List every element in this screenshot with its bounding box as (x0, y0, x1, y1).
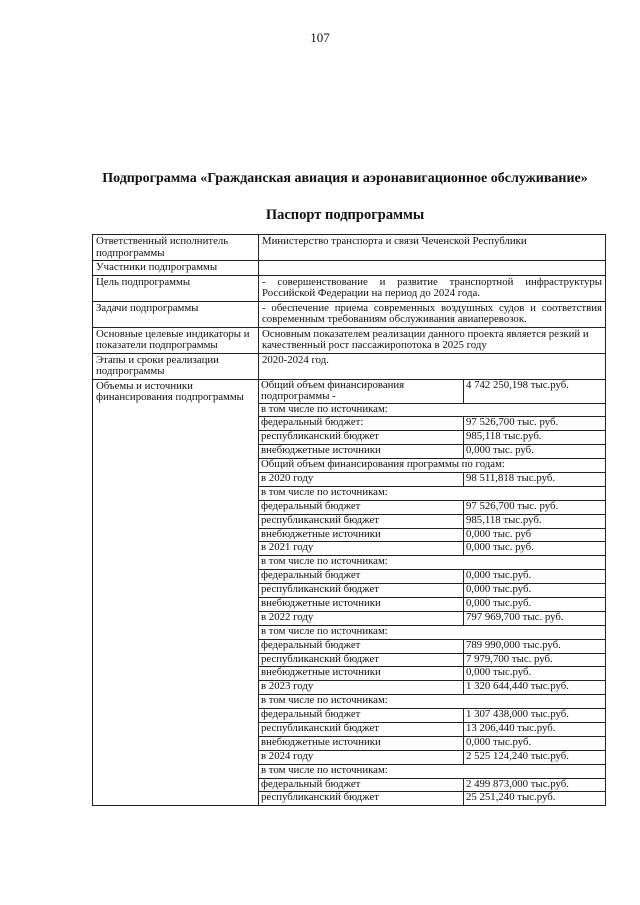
financing-row (259, 431, 605, 445)
financing-amount: 2 525 124,240 тыс.руб. (464, 750, 606, 764)
financing-amount: 0,000 тыс.руб. (464, 597, 606, 611)
financing-table (259, 380, 605, 806)
table-row (93, 301, 606, 327)
financing-row (259, 722, 605, 736)
row-label: Ответственный исполнитель подпрограммы (93, 235, 259, 261)
financing-row (259, 417, 605, 431)
financing-amount: 0,000 тыс.руб. (464, 570, 606, 584)
financing-source: федеральный бюджет (259, 778, 464, 792)
financing-row (259, 380, 605, 404)
financing-row (259, 709, 605, 723)
financing-row (259, 681, 605, 695)
financing-amount: 4 742 250,198 тыс.руб. (464, 380, 606, 404)
financing-row (259, 528, 605, 542)
passport-table (92, 234, 606, 806)
row-value: 2020-2024 год. (259, 353, 606, 379)
financing-row (259, 500, 605, 514)
financing-source: внебюджетные источники (259, 445, 464, 459)
financing-subheading: в том числе по источникам: (259, 403, 605, 417)
financing-source: республиканский бюджет (259, 431, 464, 445)
financing-row (259, 639, 605, 653)
financing-row (259, 750, 605, 764)
financing-row (259, 445, 605, 459)
financing-amount: 985,118 тыс.руб. (464, 514, 606, 528)
row-value: - совершенствование и развитие транспортной инфраструктуры Российской Федерации на период до 2024 года. (259, 275, 606, 301)
financing-amount: 789 990,000 тыс.руб. (464, 639, 606, 653)
financing-amount: 97 526,700 тыс. руб. (464, 500, 606, 514)
row-label: Цель подпрограммы (93, 275, 259, 301)
financing-row (259, 597, 605, 611)
financing-source: внебюджетные источники (259, 597, 464, 611)
financing-amount: 0,000 тыс.руб. (464, 667, 606, 681)
table-row (93, 327, 606, 353)
financing-source: республиканский бюджет (259, 653, 464, 667)
financing-source: федеральный бюджет (259, 639, 464, 653)
financing-source: Общий объем финансирования подпрограммы - (259, 380, 464, 404)
row-value: - обеспечение приема современных воздушных судов и соответствия современным требованиям обслуживания авиаперевозок. (259, 301, 606, 327)
financing-row (259, 514, 605, 528)
financing-amount: 2 499 873,000 тыс.руб. (464, 778, 606, 792)
financing-label: Объемы и источники финансирования подпрограммы (93, 379, 259, 806)
financing-source: внебюджетные источники (259, 736, 464, 750)
row-value (259, 261, 606, 276)
financing-subheading: в том числе по источникам: (259, 486, 605, 500)
table-row (93, 261, 606, 276)
financing-amount: 0,000 тыс. руб. (464, 542, 606, 556)
financing-source: федеральный бюджет (259, 709, 464, 723)
financing-source: республиканский бюджет (259, 584, 464, 598)
financing-source: республиканский бюджет (259, 792, 464, 805)
financing-amount: 97 526,700 тыс. руб. (464, 417, 606, 431)
row-label: Основные целевые индикаторы и показатели подпрограммы (93, 327, 259, 353)
financing-source: внебюджетные источники (259, 528, 464, 542)
financing-row (259, 653, 605, 667)
financing-amount: 0,000 тыс. руб. (464, 445, 606, 459)
financing-amount: 25 251,240 тыс.руб. (466, 791, 556, 804)
financing-source: в 2023 году (259, 681, 464, 695)
financing-row (259, 764, 605, 778)
financing-row (259, 736, 605, 750)
financing-source: республиканский бюджет (259, 514, 464, 528)
table-row (93, 379, 606, 806)
page-number: 107 (310, 30, 330, 45)
financing-amount: 7 979,700 тыс. руб. (464, 653, 606, 667)
financing-cell (259, 379, 606, 806)
financing-source: в 2020 году (259, 472, 464, 486)
financing-row (259, 542, 605, 556)
financing-amount: 0,000 тыс.руб. (464, 584, 606, 598)
financing-row (259, 472, 605, 486)
financing-amount: 98 511,818 тыс.руб. (464, 472, 606, 486)
financing-amount: 1 320 644,440 тыс.руб. (464, 681, 606, 695)
financing-subheading: в том числе по источникам: (259, 764, 605, 778)
financing-subheading: в том числе по источникам: (259, 695, 605, 709)
financing-row (259, 459, 605, 473)
financing-subheading: в том числе по источникам: (259, 625, 605, 639)
financing-row (259, 611, 605, 625)
financing-row (259, 695, 605, 709)
financing-row (259, 570, 605, 584)
financing-amount: 13 206,440 тыс.руб. (464, 722, 606, 736)
financing-source: федеральный бюджет (259, 500, 464, 514)
row-value: Основным показателем реализации данного проекта является резкий и качественный рост пассажиропотока в 2025 году (259, 327, 606, 353)
financing-amount: 985,118 тыс.руб. (464, 431, 606, 445)
financing-source: федеральный бюджет: (259, 417, 464, 431)
row-label: Участники подпрограммы (93, 261, 259, 276)
subprogram-title: Подпрограмма «Гражданская авиация и аэронавигационное обслуживание» (102, 171, 588, 186)
table-row (93, 353, 606, 379)
financing-row (259, 792, 605, 805)
row-label: Этапы и сроки реализации подпрограммы (93, 353, 259, 379)
financing-source: в 2024 году (259, 750, 464, 764)
financing-row (259, 667, 605, 681)
financing-row (259, 778, 605, 792)
financing-source: республиканский бюджет (259, 722, 464, 736)
financing-amount: 797 969,700 тыс. руб. (464, 611, 606, 625)
financing-row (259, 625, 605, 639)
passport-heading: Паспорт подпрограммы (265, 207, 425, 223)
table-row (93, 275, 606, 301)
table-row (93, 235, 606, 261)
financing-row (259, 403, 605, 417)
financing-source: в 2022 году (259, 611, 464, 625)
row-value: Министерство транспорта и связи Чеченской Республики (259, 235, 606, 261)
financing-source: федеральный бюджет (259, 570, 464, 584)
financing-subheading: в том числе по источникам: (259, 556, 605, 570)
financing-source: в 2021 году (259, 542, 464, 556)
financing-amount: 1 307 438,000 тыс.руб. (464, 709, 606, 723)
financing-subheading: Общий объем финансирования программы по годам: (259, 459, 605, 473)
financing-source: внебюджетные источники (259, 667, 464, 681)
financing-row (259, 556, 605, 570)
row-label: Задачи подпрограммы (93, 301, 259, 327)
financing-amount: 0,000 тыс.руб. (464, 736, 606, 750)
financing-row (259, 486, 605, 500)
financing-amount: 0,000 тыс. руб (464, 528, 606, 542)
financing-row (259, 584, 605, 598)
